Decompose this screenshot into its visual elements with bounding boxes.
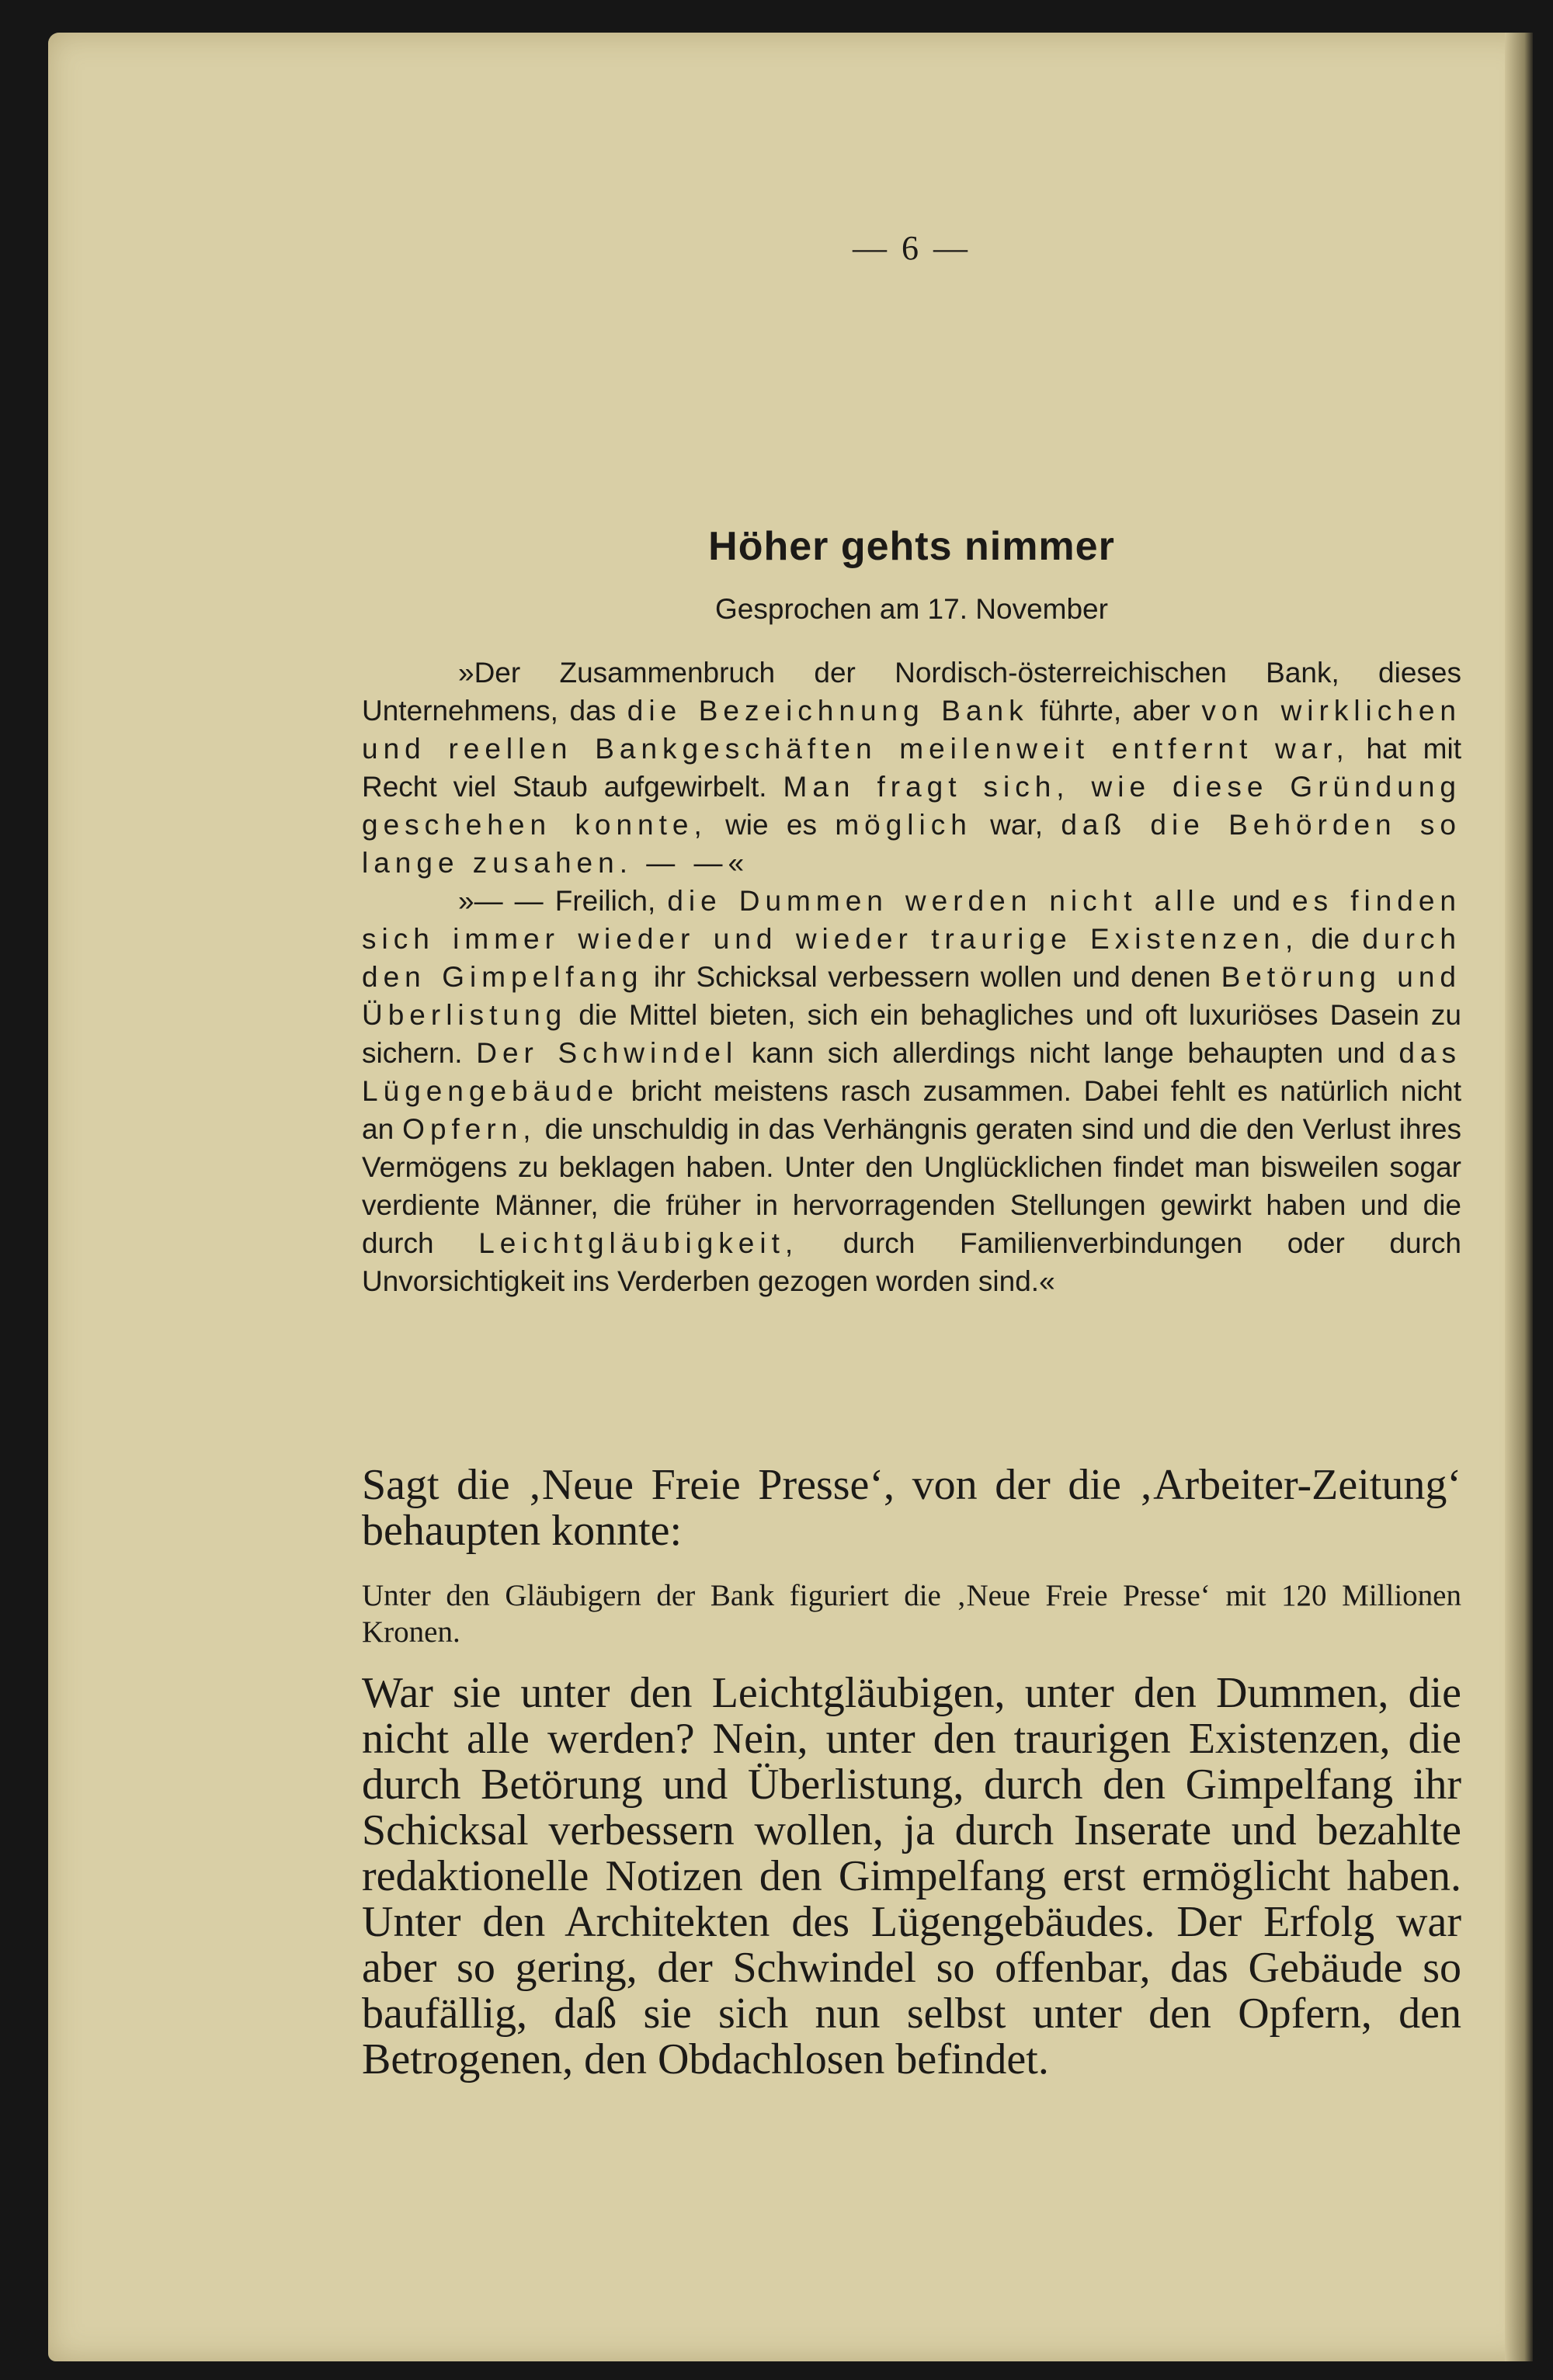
text-run: war,: [971, 809, 1061, 841]
text-run: die: [1298, 923, 1363, 955]
spaced-emphasis: es finden sich immer wieder und wieder traurige Existenzen,: [362, 885, 1462, 955]
spaced-emphasis: Betörung und Überlistung: [362, 961, 1461, 1031]
quote-paragraph-2: [362, 882, 1461, 1300]
text-run: die Mittel bieten, sich ein behagliches und oft luxuriöses Dasein zu sichern.: [362, 999, 1461, 1069]
paragraph-intro: Sagt die ‚Neue Freie Presse‘, von der die ‚Arbeiter-Zeitung‘ behaupten konnte:: [362, 1461, 1461, 1555]
spaced-emphasis: möglich: [835, 809, 972, 841]
spaced-emphasis: das Lügengebäude: [362, 1037, 1461, 1107]
book-spine-edge: [1505, 33, 1533, 2361]
text-run: die unschuldig in das Verhängnis geraten sind und die den Verlust ihres Vermögens zu beklagen haben. Unter den Unglücklichen findet man bisweilen sogar verdiente Männer, die früher in hervorragenden Stellungen gewirkt haben und die durch: [362, 1113, 1461, 1259]
spaced-emphasis: die Bezeichnung Bank: [627, 695, 1029, 727]
text-run: »Der Zusammenbruch der Nordisch-österreichischen Bank, dieses Unternehmens, das: [362, 657, 1461, 727]
paragraph-conclusion: War sie unter den Leichtgläubigen, unter den Dummen, die nicht alle werden? Nein, unter den traurigen Existenzen, die durch Betörung und Überlistung, durch den Gimpelfang ihr Schicksal verbessern wollen, ja durch Inserate und bezahlte redaktionelle Notizen den Gimpelfang erst ermöglicht haben. Unter den Architekten des Lügengebäudes. Der Erfolg war aber so gering, der Schwindel so offenbar, das Gebäude so baufällig, daß sie sich nun selbst unter den Opfern, den Betrogenen, den Obdachlosen befindet.: [362, 1669, 1461, 2083]
spaced-emphasis: Leichtgläubigkeit,: [478, 1227, 799, 1259]
text-run: durch Familienverbindungen oder durch Unvorsichtigkeit ins Verderben gezogen worden sind.«: [362, 1227, 1461, 1297]
spaced-emphasis: von wirklichen und reellen Bankgeschäften meilenweit entfernt war,: [362, 695, 1462, 765]
spaced-emphasis: daß die Behörden so lange zusahen. — —: [362, 809, 1461, 879]
paragraph-creditors: Unter den Gläubigern der Bank figuriert die ‚Neue Freie Presse‘ mit 120 Millionen Kronen.: [362, 1579, 1461, 1649]
spaced-emphasis: Man fragt sich, wie diese Gründung geschehen konnte,: [362, 771, 1461, 841]
spaced-emphasis: die Dummen werden nicht alle: [667, 885, 1221, 917]
quote-paragraph-1: [362, 654, 1461, 882]
text-run: »— — Freilich,: [458, 885, 668, 917]
spaced-emphasis: durch den Gimpelfang: [362, 923, 1461, 993]
text-run: kann sich allerdings nicht lange behaupten und: [738, 1037, 1399, 1069]
book-page: [48, 33, 1533, 2361]
spaced-emphasis: Der Schwindel: [476, 1037, 738, 1069]
spaced-emphasis: Opfern,: [402, 1113, 537, 1145]
text-run: führte, aber: [1028, 695, 1202, 727]
text-run: hat mit Recht viel Staub aufgewirbelt.: [362, 733, 1461, 803]
text-run: bricht meistens rasch zusammen. Dabei fehlt es natürlich nicht an: [362, 1075, 1461, 1145]
page-title: Höher gehts nimmer: [708, 524, 1115, 569]
page-number: — 6 —: [853, 229, 971, 267]
text-run: wie es: [707, 809, 836, 841]
text-run: und: [1221, 885, 1293, 917]
text-run: ihr Schicksal verbessern wollen und denen: [643, 961, 1221, 993]
page-subtitle: Gesprochen am 17. November: [715, 593, 1108, 625]
quoted-article: [362, 654, 1461, 1300]
text-run: «: [728, 847, 745, 879]
